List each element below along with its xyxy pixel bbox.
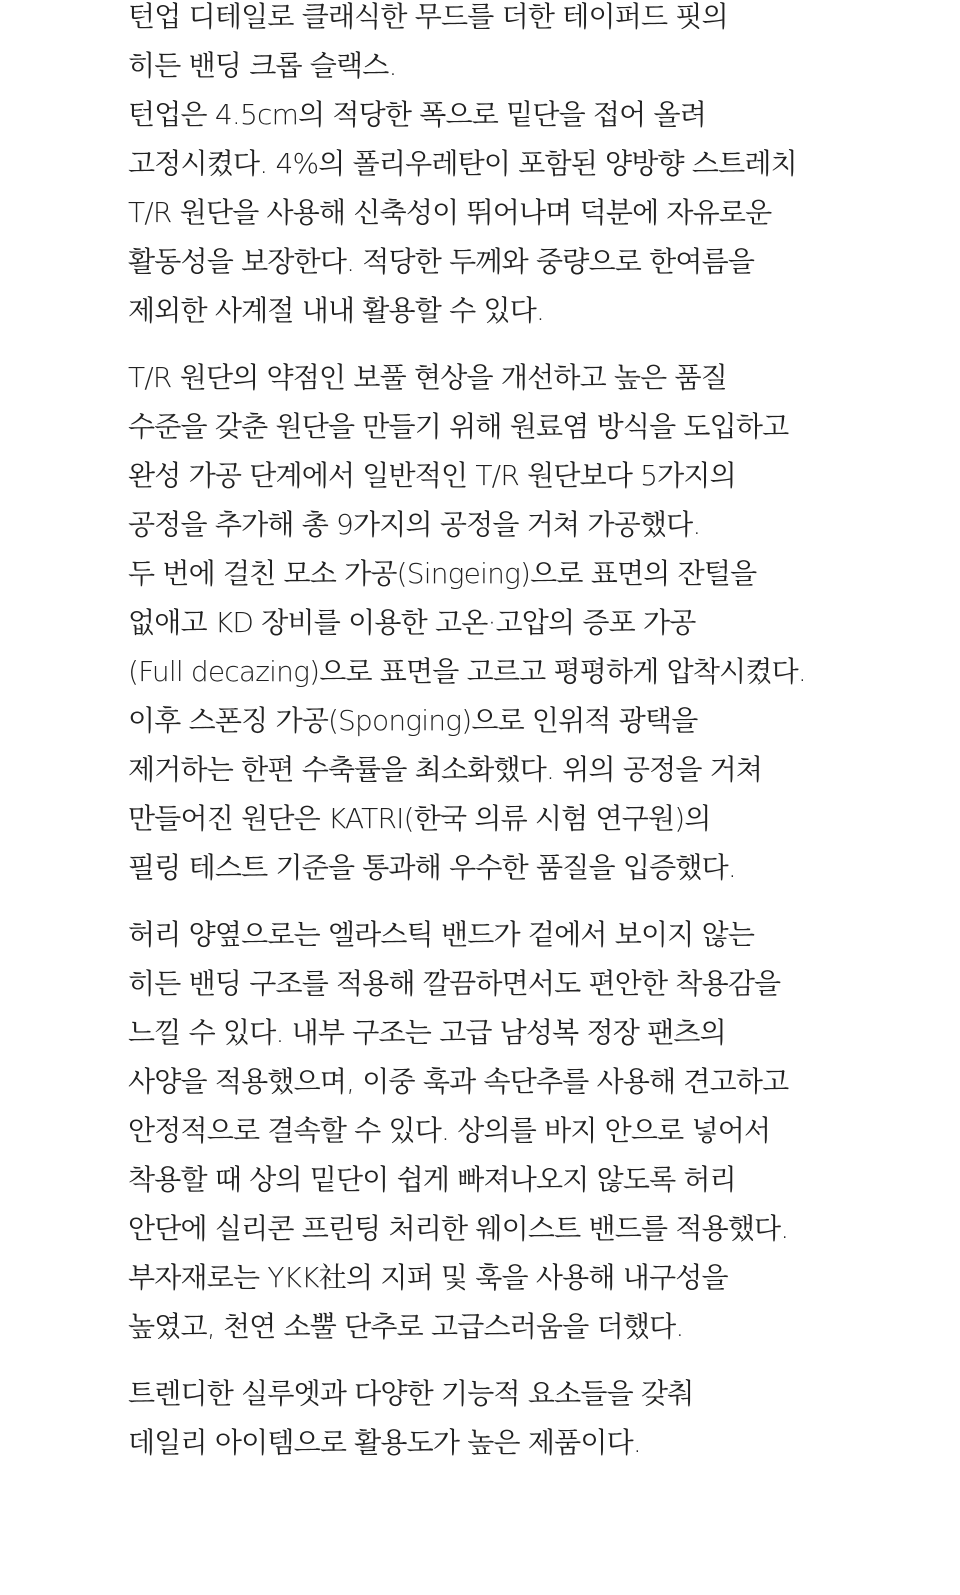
text-line: 수준을 갖춘 원단을 만들기 위해 원료염 방식을 도입하고 — [128, 410, 789, 443]
text-line: 안정적으로 결속할 수 있다. 상의를 바지 안으로 넣어서 — [128, 1114, 771, 1147]
text-line: 완성 가공 단계에서 일반적인 T/R 원단보다 5가지의 — [128, 459, 736, 492]
text-line: 히든 밴딩 크롭 슬랙스. — [128, 49, 397, 82]
text-line: 만들어진 원단은 KATRI(한국 의류 시험 연구원)의 — [128, 802, 711, 835]
text-line: 공정을 추가해 총 9가지의 공정을 거쳐 가공했다. — [128, 508, 701, 541]
text-line: 이후 스폰징 가공(Sponging)으로 인위적 광택을 — [128, 704, 698, 737]
text-line: 데일리 아이템으로 활용도가 높은 제품이다. — [128, 1426, 641, 1459]
text-line: 활동성을 보장한다. 적당한 두께와 중량으로 한여름을 — [128, 245, 755, 278]
paragraph-design — [128, 0, 908, 335]
text-line: 안단에 실리콘 프린팅 처리한 웨이스트 밴드를 적용했다. — [128, 1212, 789, 1245]
text-line: 트렌디한 실루엣과 다양한 기능적 요소들을 갖춰 — [128, 1377, 694, 1410]
text-line: T/R 원단을 사용해 신축성이 뛰어나며 덕분에 자유로운 — [128, 196, 772, 229]
paragraph-summary — [128, 1369, 908, 1467]
text-line: 높였고, 천연 소뿔 단추로 고급스러움을 더했다. — [128, 1310, 684, 1343]
text-line: 허리 양옆으로는 엘라스틱 밴드가 겉에서 보이지 않는 — [128, 918, 755, 951]
text-line: 사양을 적용했으며, 이중 훅과 속단추를 사용해 견고하고 — [128, 1065, 789, 1098]
text-line: 히든 밴딩 구조를 적용해 깔끔하면서도 편안한 착용감을 — [128, 967, 781, 1000]
product-description — [128, 0, 908, 1485]
text-line: 느낄 수 있다. 내부 구조는 고급 남성복 정장 팬츠의 — [128, 1016, 726, 1049]
text-line: 착용할 때 상의 밑단이 쉽게 빠져나오지 않도록 허리 — [128, 1163, 736, 1196]
text-line: 턴업 디테일로 클래식한 무드를 더한 테이퍼드 핏의 — [128, 0, 728, 33]
text-line: 제거하는 한편 수축률을 최소화했다. 위의 공정을 거쳐 — [128, 753, 763, 786]
text-line: 두 번에 걸친 모소 가공(Singeing)으로 표면의 잔털을 — [128, 557, 757, 590]
text-line: (Full decazing)으로 표면을 고르고 평평하게 압착시켰다. — [128, 655, 806, 688]
text-line: 없애고 KD 장비를 이용한 고온·고압의 증포 가공 — [128, 606, 696, 639]
text-line: 제외한 사계절 내내 활용할 수 있다. — [128, 294, 545, 327]
text-line: 고정시켰다. 4%의 폴리우레탄이 포함된 양방향 스트레치 — [128, 147, 797, 180]
text-line: T/R 원단의 약점인 보풀 현상을 개선하고 높은 품질 — [128, 361, 728, 394]
text-line: 턴업은 4.5cm의 적당한 폭으로 밑단을 접어 올려 — [128, 98, 707, 131]
text-line: 필링 테스트 기준을 통과해 우수한 품질을 입증했다. — [128, 851, 736, 884]
paragraph-fabric-process — [128, 353, 908, 892]
text-line: 부자재로는 YKK社의 지퍼 및 훅을 사용해 내구성을 — [128, 1261, 728, 1294]
paragraph-waist-structure — [128, 910, 908, 1351]
